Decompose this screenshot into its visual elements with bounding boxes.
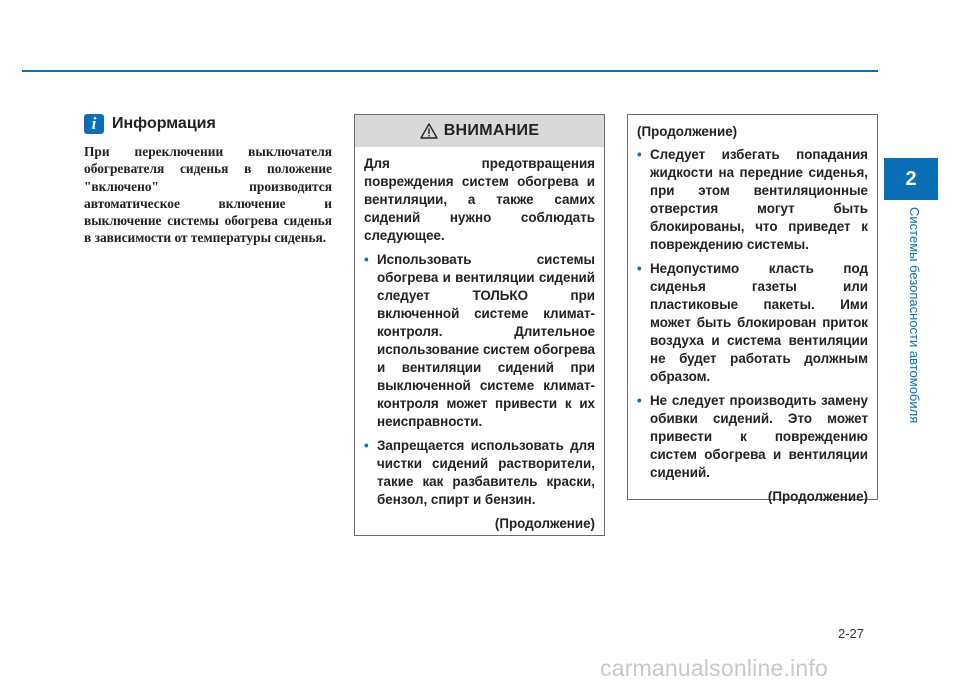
list-item: [364, 251, 595, 431]
bullet-icon: •: [364, 252, 369, 267]
list-item: [364, 437, 595, 509]
caution-box-2: [627, 114, 878, 504]
caution-title: ВНИМАНИЕ: [443, 122, 540, 139]
watermark: carmanualsonline.info: [600, 655, 828, 681]
bullet-icon: •: [637, 261, 642, 276]
list-item-text: Недопустимо класть под сиденья газеты или пластиковые пакеты. Ими может быть блокирован приток воздуха и система вентиляции не будет работать должным образом.: [650, 261, 868, 384]
list-item-text: Использовать системы обогрева и вентиляции сидений следует ТОЛЬКО при включенной системе климат-контроля. Длительное использование систем обогрева и вентиляции сидений при выключенной системе климат-контроля может привести к их неисправности.: [377, 252, 595, 429]
list-item: [637, 260, 868, 386]
chapter-tab: 2: [884, 158, 938, 200]
caution-box-1: [354, 114, 605, 536]
info-text: При переключении выключателя обогревателя сиденья в положение "включено" производится автоматическое включение и выключение системы обогрева сиденья в зависимости от температуры сиденья.: [84, 144, 332, 246]
bullet-icon: •: [637, 393, 642, 408]
continued-label: (Продолжение): [494, 516, 595, 531]
caution-intro: Для предотвращения повреждения систем обогрева и вентиляции, а также самих сидений нужно соблюдать следующее.: [364, 156, 595, 243]
continued-label: (Продолжение): [767, 489, 868, 504]
info-icon: i: [84, 114, 104, 134]
top-rule: [22, 70, 878, 72]
warning-icon: [420, 123, 438, 139]
list-item-text: Не следует производить замену обивки сидений. Это может привести к повреждению систем обогрева и вентиляции сидений.: [650, 393, 868, 480]
caution-header: [355, 115, 604, 147]
bullet-icon: •: [637, 147, 642, 162]
page-number: 2-27: [838, 626, 865, 641]
caution-content: [628, 115, 877, 506]
caution-content: [355, 147, 604, 533]
info-title: Информация: [112, 115, 216, 132]
list-item: [637, 392, 868, 482]
chapter-section-title: Системы безопасности автомобиля: [907, 207, 922, 424]
list-item-text: Следует избегать попадания жидкости на передние сиденья, при этом вентиляционные отверстия могут быть блокированы, что приведет к повреждению системы.: [650, 147, 868, 252]
list-item-text: Запрещается использовать для чистки сидений растворители, такие как разбавитель краски, бензол, спирт и бензин.: [377, 438, 595, 507]
continued-top-label: (Продолжение): [637, 124, 738, 139]
info-header: [84, 114, 216, 134]
list-item: [637, 146, 868, 254]
bullet-icon: •: [364, 438, 369, 453]
